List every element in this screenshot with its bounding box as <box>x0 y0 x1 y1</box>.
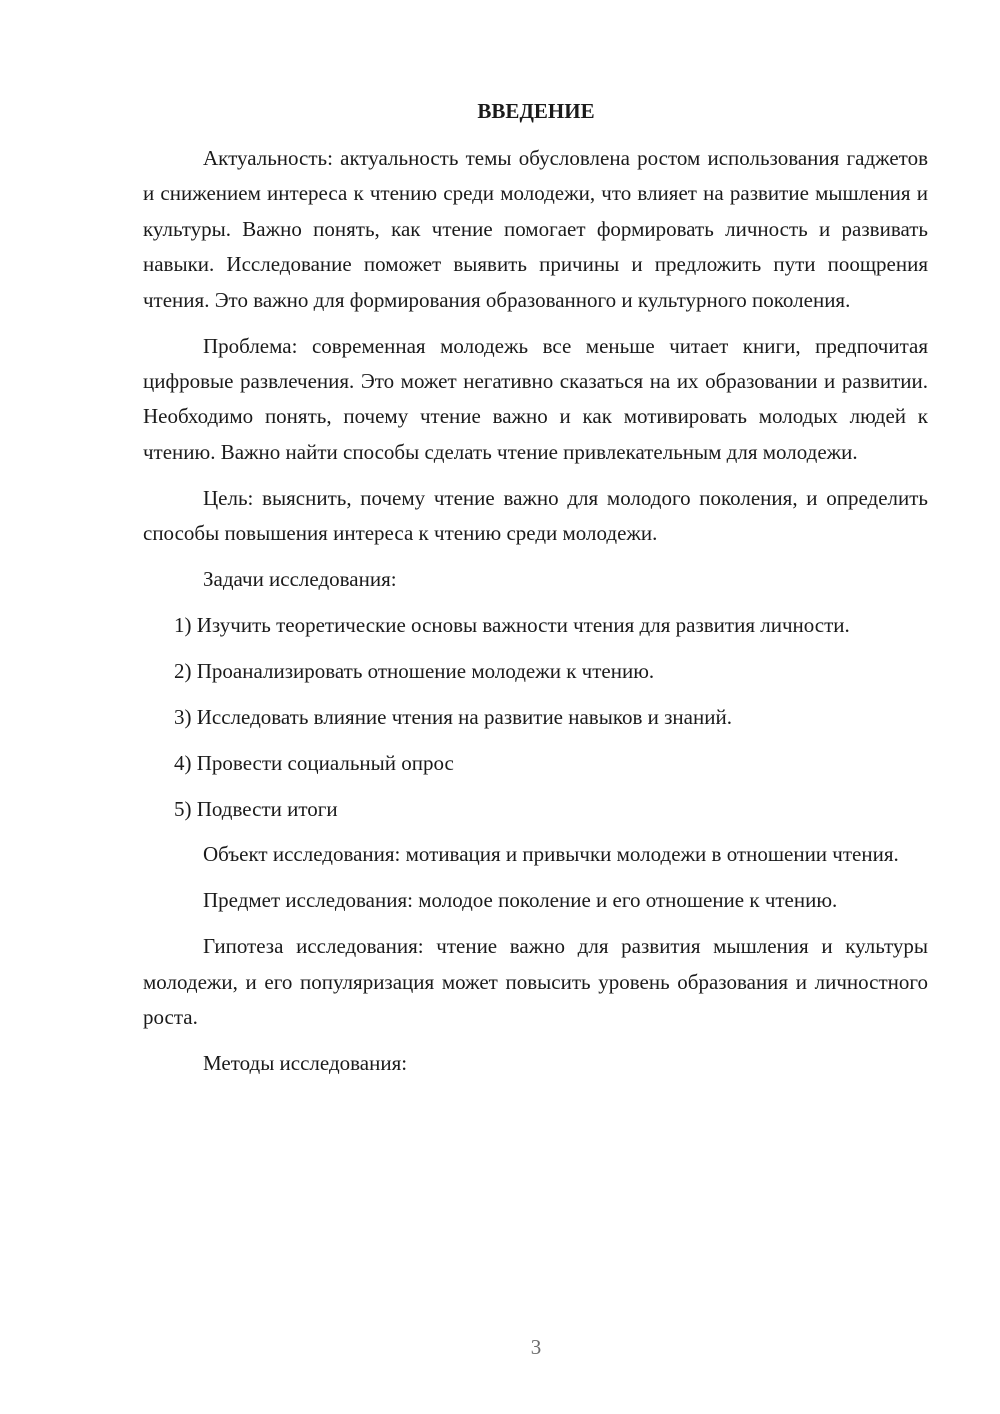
document-body <box>143 141 928 1092</box>
problem-paragraph: Проблема: современная молодежь все меньше читает книги, предпочитая цифровые развлечения. Это может негативно сказаться на их образовании и развитии. Необходимо понять, почему чтение важно и как мотивировать молодых людей к чтению. Важно найти способы сделать чтение привлекательным для молодежи. <box>143 333 928 464</box>
list-item: 2) Проанализировать отношение молодежи к чтению. <box>174 658 655 683</box>
page-number: 3 <box>530 1335 542 1359</box>
list-item: 1) Изучить теоретические основы важности чтения для развития личности. <box>174 612 850 637</box>
relevance-paragraph: Актуальность: актуальность темы обусловлена ростом использования гаджетов и снижением интереса к чтению среди молодежи, что влияет на развитие мышления и культуры. Важно понять, как чтение помогает формировать личность и развивать навыки. Исследование поможет выявить причины и предложить пути поощрения чтения. Это важно для формирования образованного и культурного поколения. <box>143 146 928 312</box>
subject-paragraph: Предмет исследования: молодое поколение и его отношение к чтению. <box>203 888 838 913</box>
list-item: 3) Исследовать влияние чтения на развитие навыков и знаний. <box>174 704 732 729</box>
hypothesis-paragraph: Гипотеза исследования: чтение важно для развития мышления и культуры молодежи, и его популяризация может повысить уровень образования и личностного роста. <box>143 934 928 1030</box>
object-paragraph: Объект исследования: мотивация и привычки молодежи в отношении чтения. <box>203 842 899 867</box>
methods-heading: Методы исследования: <box>203 1050 408 1075</box>
list-item: 5) Подвести итоги <box>174 796 338 821</box>
tasks-heading: Задачи исследования: <box>203 566 397 591</box>
page-title: ВВЕДЕНИЕ <box>477 99 595 123</box>
list-item: 4) Провести социальный опрос <box>174 750 454 775</box>
goal-paragraph: Цель: выяснить, почему чтение важно для молодого поколения, и определить способы повышения интереса к чтению среди молодежи. <box>143 485 928 546</box>
